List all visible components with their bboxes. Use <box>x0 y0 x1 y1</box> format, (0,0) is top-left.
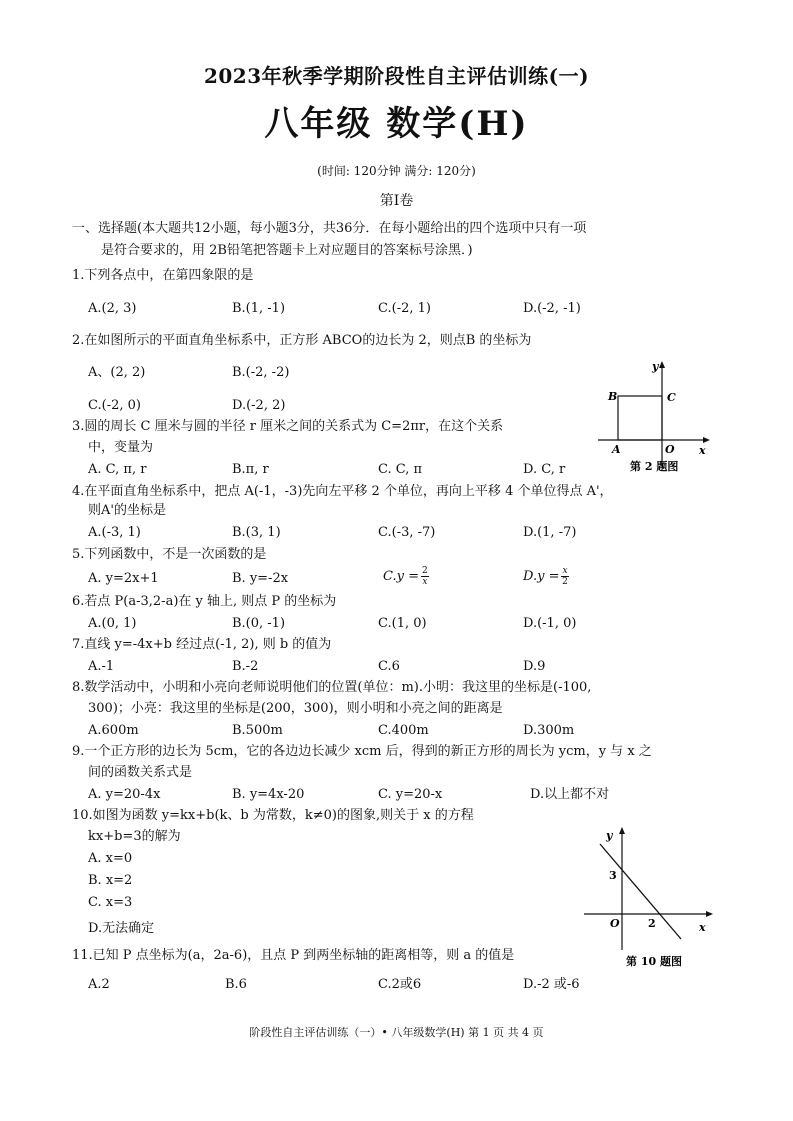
q2-option-d: D.(-2, 2) <box>232 398 286 413</box>
q6-option-c: C.(1, 0) <box>378 616 427 631</box>
q2-caption: 第 2 题图 <box>630 460 679 473</box>
q10-option-d: D.无法确定 <box>88 921 155 936</box>
q2-y-arrow <box>659 361 665 368</box>
q4-line1: 4.在平面直角坐标系中，把点 A(-1，-3)先向左平移 2 个单位，再向上平移 4 个单位得点 A'， <box>72 484 613 499</box>
q2-label-b: B <box>608 390 618 403</box>
q3-line1: 3.圆的周长 C 厘米与圆的半径 r 厘米之间的关系式为 C=2πr，在这个关系 <box>72 419 504 434</box>
q8-option-c: C.400m <box>378 723 429 738</box>
q9-option-c: C. y=20-x <box>378 787 443 802</box>
q5-option-a: A. y=2x+1 <box>88 571 159 586</box>
q9-line2: 间的函数关系式是 <box>88 765 193 780</box>
q8-option-b: B.500m <box>232 723 283 738</box>
q2-option-a: A、(2, 2) <box>88 365 146 380</box>
q1-option-b: B.(1, -1) <box>232 301 286 316</box>
q9-option-d: D.以上都不对 <box>530 787 610 802</box>
q5-option-c <box>383 566 429 587</box>
section-instructions-line2: 是符合要求的，用 2B铅笔把答题卡上对应题目的答案标号涂黑．) <box>101 243 473 258</box>
q3-option-a: A. C, π, r <box>88 462 147 477</box>
q2-square <box>618 396 662 440</box>
q7-stem: 7.直线 y=-4x+b 经过点(-1, 2), 则 b 的值为 <box>72 637 332 652</box>
q10-label-y: y <box>606 829 613 842</box>
q11-option-d: D.-2 或-6 <box>523 977 580 992</box>
q2-x-arrow <box>703 437 710 443</box>
q5-option-b: B. y=-2x <box>232 571 289 586</box>
q10-x-arrow <box>706 911 713 917</box>
q2-label-x: x <box>699 444 706 457</box>
q10-line2: kx+b=3的解为 <box>88 829 181 844</box>
page-footer: 阶段性自主评估训练（一）• 八年级数学(H) 第 1 页 共 4 页 <box>249 1026 544 1039</box>
q7-option-d: D.9 <box>523 659 546 674</box>
section-instructions-line1: 一、选择题(本大题共12小题，每小题3分，共36分．在每小题给出的四个选项中只有一项 <box>72 221 587 236</box>
q10-option-c: C. x=3 <box>88 895 133 910</box>
q10-label-x: x <box>699 921 706 934</box>
q9-option-a: A. y=20-4x <box>88 787 161 802</box>
q11-option-c: C.2或6 <box>378 977 422 992</box>
exam-title: 2023年秋季学期阶段性自主评估训练(一) <box>203 64 590 88</box>
q2-option-b: B.(-2, -2) <box>232 365 290 380</box>
q10-option-a: A. x=0 <box>88 851 133 866</box>
q8-line1: 8.数学活动中，小明和小亮向老师说明他们的位置(单位：m).小明：我这里的坐标是(-100, <box>72 680 592 695</box>
q10-label-2: 2 <box>648 917 656 930</box>
q7-option-b: B.-2 <box>232 659 259 674</box>
q6-stem: 6.若点 P(a-3,2-a)在 y 轴上, 则点 P 的坐标为 <box>72 594 337 609</box>
q3-line2: 中，变量为 <box>88 440 154 455</box>
q10-line1: 10.如图为函数 y=kx+b(k、b 为常数，k≠0)的图象,则关于 x 的方程 <box>72 808 474 823</box>
q8-option-d: D.300m <box>523 723 575 738</box>
q5-c-numerator: 2 <box>422 566 428 576</box>
q3-option-c: C. C, π <box>378 462 423 477</box>
q1-stem: 1.下列各点中，在第四象限的是 <box>72 268 254 283</box>
q5-option-d-fraction <box>561 566 568 587</box>
q2-option-c: C.(-2, 0) <box>88 398 141 413</box>
q11-option-a: A.2 <box>88 977 110 992</box>
q5-option-d <box>523 566 569 587</box>
q4-option-a: A.(-3, 1) <box>88 525 141 540</box>
q5-option-c-fraction <box>421 566 429 587</box>
q4-option-b: B.(3, 1) <box>232 525 281 540</box>
volume-label: 第Ⅰ卷 <box>379 193 414 209</box>
q11-option-b: B.6 <box>225 977 247 992</box>
q7-option-a: A.-1 <box>88 659 115 674</box>
q3-option-b: B.π, r <box>232 462 269 477</box>
q7-option-c: C.6 <box>378 659 400 674</box>
q10-option-b: B. x=2 <box>88 873 133 888</box>
q2-stem: 2.在如图所示的平面直角坐标系中，正方形 ABCO的边长为 2，则点B 的坐标为 <box>72 333 532 348</box>
q6-option-d: D.(-1, 0) <box>523 616 577 631</box>
q1-option-d: D.(-2, -1) <box>523 301 581 316</box>
q2-label-c: C <box>667 391 676 404</box>
q6-option-b: B.(0, -1) <box>232 616 286 631</box>
q2-label-o: O <box>665 443 675 456</box>
q2-label-a: A <box>612 443 621 456</box>
q4-option-d: D.(1, -7) <box>523 525 577 540</box>
exam-meta: (时间: 120分钟 满分: 120分) <box>317 164 476 178</box>
q9-line1: 9.一个正方形的边长为 5cm，它的各边边长减少 xcm 后，得到的新正方形的周长为 ycm，y 与 x 之 <box>72 744 652 759</box>
q5-d-numerator: x <box>562 566 568 576</box>
q2-figure <box>592 356 718 474</box>
q1-option-c: C.(-2, 1) <box>378 301 431 316</box>
exam-subtitle: 八年级 数学(H) <box>264 104 529 144</box>
q5-c-denominator: x <box>422 577 428 587</box>
q9-option-b: B. y=4x-20 <box>232 787 305 802</box>
q10-y-arrow <box>619 827 625 834</box>
q6-option-a: A.(0, 1) <box>88 616 137 631</box>
q10-label-o: O <box>610 917 620 930</box>
q4-line2: 则A'的坐标是 <box>88 503 166 518</box>
q4-option-c: C.(-3, -7) <box>378 525 436 540</box>
q1-option-a: A.(2, 3) <box>88 301 137 316</box>
q5-d-denominator: 2 <box>562 577 568 587</box>
q5-option-d-label: D.y = <box>523 569 560 584</box>
q5-option-c-label: C.y = <box>383 569 419 584</box>
q8-option-a: A.600m <box>88 723 139 738</box>
q10-caption: 第 10 题图 <box>626 955 682 968</box>
q10-label-3: 3 <box>609 869 617 882</box>
q3-option-d: D. C, r <box>523 462 566 477</box>
q2-label-y: y <box>652 360 659 373</box>
q8-line2: 300)；小亮：我这里的坐标是(200，300)，则小明和小亮之间的距离是 <box>88 701 503 716</box>
q5-stem: 5.下列函数中，不是一次函数的是 <box>72 547 267 562</box>
q10-figure <box>578 822 718 972</box>
q11-stem: 11.已知 P 点坐标为(a，2a-6)，且点 P 到两坐标轴的距离相等，则 a 的值是 <box>72 948 515 963</box>
